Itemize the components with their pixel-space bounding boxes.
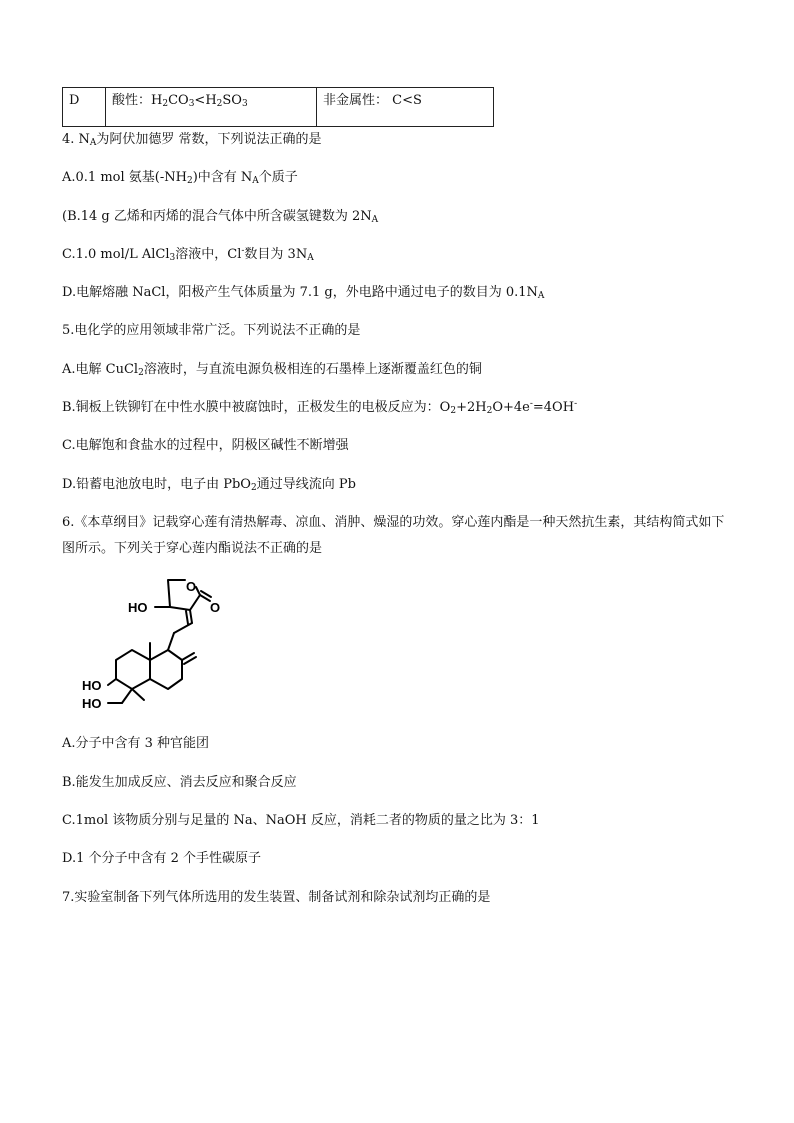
question-5-option-a: A.电解 CuCl$_2$溶液时，与直流电源负极相连的石墨棒上逐渐覆盖红色的铜	[62, 362, 482, 378]
question-5-option-b: B.铜板上铁铆钉在中性水膜中被腐蚀时，正极发生的电极反应为：$O_2+2H_2O+4e^-=4OH^-$	[62, 399, 578, 416]
question-5-option-c: C.电解饱和食盐水的过程中，阴极区碱性不断增强	[62, 438, 349, 453]
hydroxyl-label-middle: HO	[82, 678, 102, 693]
hydroxyl-label-bottom: HO	[82, 696, 102, 711]
question-6-stem: 6.《本草纲目》记载穿心莲有清热解毒、凉血、消肿、燥湿的功效。穿心莲内酯是一种天然抗生素，其结构简式如下图所示。下列关于穿心莲内酯说法不正确的是	[62, 515, 725, 556]
table-cell-option: D	[63, 88, 106, 127]
question-5-stem: 5.电化学的应用领域非常广泛。下列说法不正确的是	[62, 323, 361, 338]
comparison-table	[62, 87, 494, 127]
question-4-option-a: A.0.1 mol 氨基$(-NH_2)$中含有 $N_A$个质子	[62, 170, 298, 186]
andrographolide-structure	[70, 565, 240, 715]
question-4-option-c: C.1.0 mol/L AlCl$_3$溶液中，Cl-数目为 $3N_A$	[62, 246, 314, 263]
table-cell-nonmetal: 非金属性： C<S	[317, 88, 494, 127]
question-4-stem: 4. $N_A$为阿伏加德罗 常数，下列说法正确的是	[62, 132, 322, 148]
ring-oxygen-label: O	[186, 579, 197, 594]
carbonyl-oxygen-label: O	[210, 600, 221, 615]
question-6-option-a: A.分子中含有 3 种官能团	[62, 736, 210, 751]
hydroxyl-label-top: HO	[128, 600, 148, 615]
question-7-stem: 7.实验室制备下列气体所选用的发生装置、制备试剂和除杂试剂均正确的是	[62, 890, 491, 905]
question-5-option-d: D.铅蓄电池放电时，电子由 PbO$_2$通过导线流向 Pb	[62, 477, 356, 493]
question-6-option-c: C.1mol 该物质分别与足量的 Na、NaOH 反应，消耗二者的物质的量之比为 3：1	[62, 813, 540, 828]
question-6-option-d: D.1 个分子中含有 2 个手性碳原子	[62, 851, 262, 866]
question-6-option-b: B.能发生加成反应、消去反应和聚合反应	[62, 775, 297, 790]
question-4-option-d: D.电解熔融 NaCl，阳极产生气体质量为 7.1 g，外电路中通过电子的数目为 $0.1N_A$	[62, 285, 545, 301]
question-4-option-b: (B.14 g 乙烯和丙烯的混合气体中所含碳氢键数为 $2N_A$	[62, 209, 379, 225]
skeleton-bonds	[108, 580, 211, 703]
table-row	[63, 88, 494, 127]
table-cell-acidity: 酸性：$H_2CO_3<H_2SO_3$	[106, 88, 317, 127]
